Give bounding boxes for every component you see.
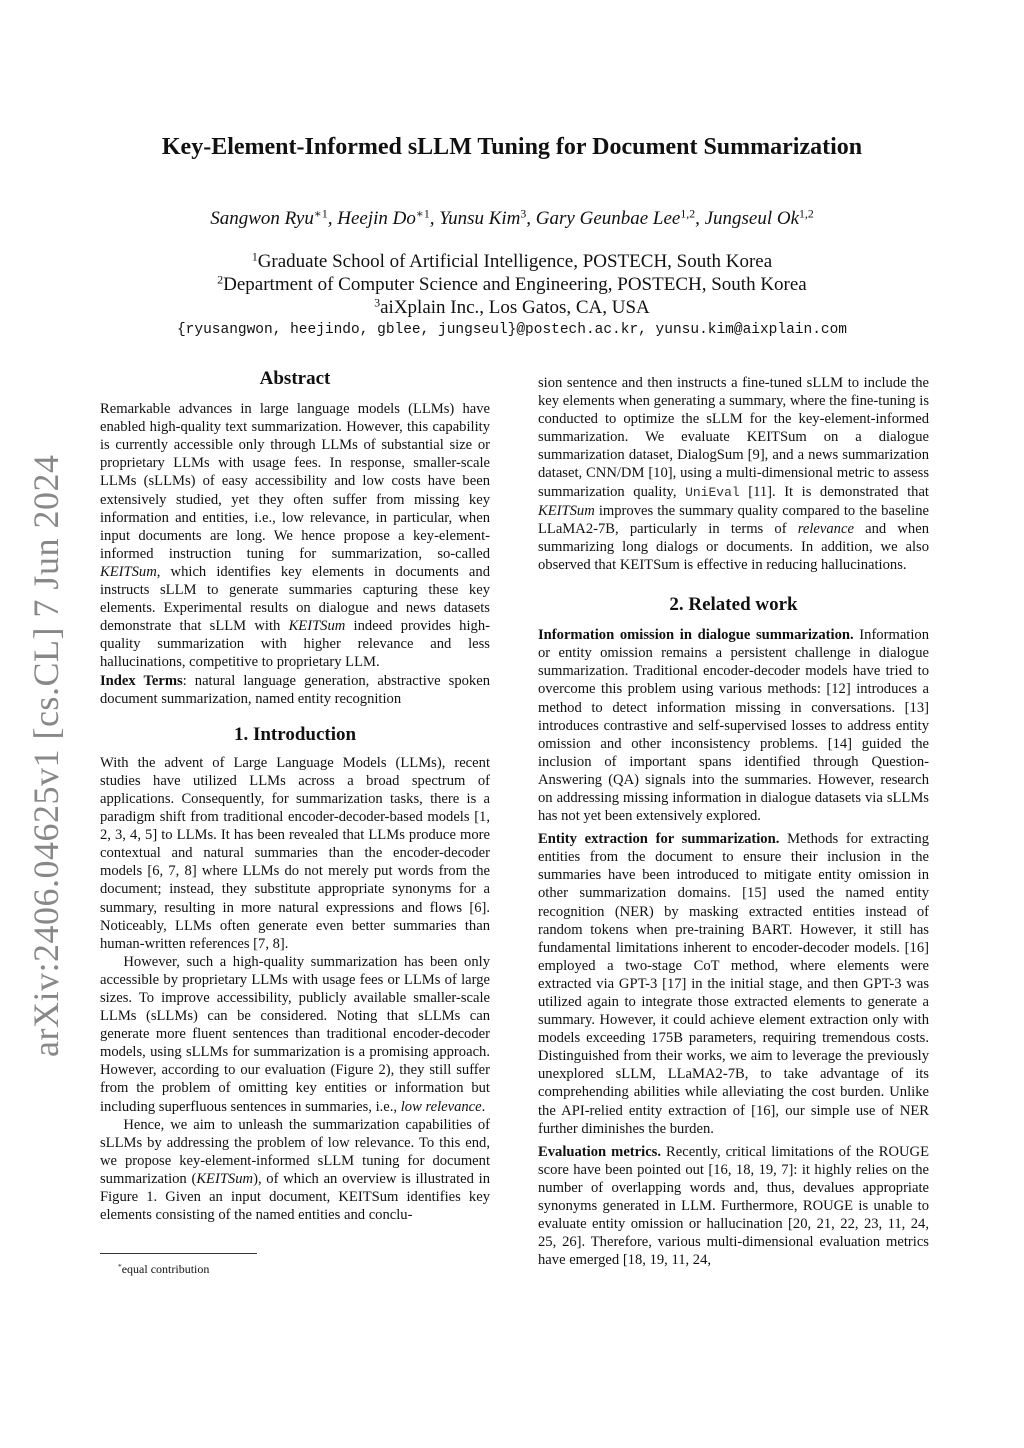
- left-column: [100, 370, 490, 1224]
- emphasis-text: relevance: [797, 520, 854, 537]
- introduction-heading: 1. Introduction: [233, 723, 357, 745]
- abstract-paragraph: [100, 400, 490, 671]
- arxiv-identifier-stamp: arXiv:2406.04625v1 [cs.CL] 7 Jun 2024: [26, 454, 66, 1058]
- author-name: Gary Geunbae Lee: [535, 208, 681, 229]
- method-name: KEITSum: [538, 502, 595, 519]
- author-affil-mark: ∗1: [415, 207, 430, 221]
- affiliation-line: [100, 273, 924, 296]
- author-name: Heejin Do: [337, 208, 416, 229]
- paragraph-text: ), of which an overview is illustrated in Figure 1. Given an input document, KEITSum identifies key elements consisting of the named entities and conclu-: [100, 1170, 490, 1224]
- method-name: KEITSum: [100, 563, 157, 580]
- abstract-text: indeed provides high-quality summarization with higher relevance and less hallucinations, competitive to proprietary LLM.: [100, 618, 490, 671]
- author-emails: {ryusangwon, heejindo, gblee, jungseul}@postech.ac.kr, yunsu.kim@aixplain.com: [176, 322, 847, 338]
- affiliation-mark: 2: [217, 273, 224, 287]
- affiliation-list: [100, 250, 924, 319]
- paragraph-text: and when summarizing long dialogs or documents. In addition, we also observed that KEITSum is effective in reducing hallucinations.: [538, 520, 929, 573]
- footnote: [118, 1262, 209, 1277]
- related-paragraph-info-omission: [538, 626, 929, 825]
- affiliation-text: Graduate School of Artificial Intelligence, POSTECH, South Korea: [257, 251, 773, 272]
- affiliation-text: aiXplain Inc., Los Gatos, CA, USA: [380, 297, 650, 318]
- intro-paragraph-1: With the advent of Large Language Models (LLMs), recent studies have utilized LLMs across a broad spectrum of applications. Consequently, for summarization tasks, there is a paradigm shift from traditional encoder-decoder-based models [1, 2, 3, 4, 5] to LLMs. It has been revealed that LLMs produce more contextual and natural summaries than the encoder-decoder models [6, 7, 8] where LLMs do not merely put words from the document; instead, they substitute appropriate synonyms for a summary, resulting in more natural expressions and flows [6]. Noticeably, LLMs often generate even better summaries than human-written references [7, 8].: [100, 754, 490, 952]
- related-paragraph-entity-extraction: [538, 830, 929, 1138]
- index-terms-label: Index Terms: [100, 672, 183, 689]
- paragraph-text: [11]. It is demonstrated that: [739, 483, 929, 500]
- related-work-heading: 2. Related work: [669, 594, 798, 616]
- method-name: KEITSum: [288, 618, 346, 635]
- author-name: Jungseul Ok: [704, 208, 800, 229]
- footnote-mark: *: [118, 1261, 122, 1271]
- metric-name: UniEval: [685, 484, 740, 500]
- author-affil-mark: ∗1: [313, 207, 328, 221]
- affiliation-line: [100, 296, 924, 319]
- paragraph-text: Recently, critical limitations of the ROUGE score have been pointed out [16, 18, 19, 7]: it highly relies on the number of overlapping words and, thus, devalues appropriate synonyms generated in LLM. Furthermore, ROUGE is unable to evaluate entity omission or hallucination [20, 21, 22, 23, 11, 24, 25, 26]. Therefore, various multi-dimensional evaluation metrics have emerged [18, 19, 11, 24,: [538, 1143, 929, 1269]
- affiliation-text: Department of Computer Science and Engineering, POSTECH, South Korea: [223, 274, 807, 295]
- subsection-title: Evaluation metrics.: [538, 1143, 661, 1160]
- index-terms: [100, 672, 490, 708]
- affiliation-mark: 1: [251, 250, 258, 264]
- author-list: Sangwon Ryu$^{∗1}$, Heejin $Do^{∗1}$, Yunsu Kim$^3$, Gary Geunbae Lee$^{1,2}$, Jungseul Ok$^{1,2}$: [210, 207, 814, 229]
- footnote-text: equal contribution: [121, 1262, 210, 1276]
- affiliation-mark: 3: [374, 296, 381, 310]
- affiliation-line: [100, 250, 924, 273]
- paragraph-text: Methods for extracting entities from the document to ensure their inclusion in the summaries have been introduced to mitigate entity omission in other summarization domains. [15] used the named entity recognition (NER) by masking extracted entities instead of random tokens when pre-training BART. However, it still has fundamental limitations inherent to encoder-decoder models. [16] employed a two-stage CoT method, where elements were extracted via GPT-3 [17] in the initial stage, and then GPT-3 was utilized again to integrate those extracted elements to generate a summary. However, it could achieve element extraction only with models exceeding 175B parameters, requiring tremendous costs. Distinguished from their works, we aim to leverage the previously unexplored sLLM, LLaMA2-7B, to take advantage of its comprehending abilities while alleviating the cost burden. Unlike the API-relied entity extraction of [16], our simple use of NER further diminishes the burden.: [538, 831, 929, 1137]
- intro-paragraph-3: [100, 1116, 490, 1225]
- index-terms-text: : natural language generation, abstractive spoken document summarization, named entity recognition: [100, 672, 490, 707]
- method-name: KEITSum: [196, 1170, 254, 1187]
- author-affil-mark: 1,2: [799, 207, 814, 221]
- intro-paragraph-2: [100, 953, 490, 1116]
- abstract-text: Remarkable advances in large language models (LLMs) have enabled high-quality text summarization. However, this capability is currently accessible only through LLMs of substantial size or proprietary LLMs with usage fees. In response, smaller-scale LLMs (sLLMs) of easy accessibility and low costs have been extensively studied, yet they often suffer from missing key information and entities, i.e., low relevance, in particular, when input documents are long. We hence propose a key-element-informed instruction tuning for summarization, so-called: [100, 401, 490, 562]
- author-affil-mark: 1,2: [680, 207, 696, 221]
- footnote-rule: [100, 1253, 257, 1254]
- paragraph-text: improves the summary quality compared to the baseline LLaMA2-7B, particularly in terms of: [538, 502, 929, 537]
- author-name: Sangwon Ryu: [210, 208, 314, 229]
- paragraph-text: sion sentence and then instructs a fine-tuned sLLM to include the key elements when generating a summary, where the fine-tuning is conducted to optimize the sLLM for the key-element-informed summarization. We evaluate KEITSum on a dialogue summarization dataset, DialogSum [9], and a news summarization dataset, CNN/DM [10], using a multi-dimensional metric to assess summarization quality,: [538, 375, 929, 500]
- subsection-title: Entity extraction for summarization.: [538, 831, 780, 848]
- paragraph-text: However, such a high-quality summarization has been only accessible by proprietary LLMs with usage fees or LLMs of large sizes. To improve accessibility, publicly available smaller-scale LLMs (sLLMs) can be considered. Noting that sLLMs can generate more fluent sentences than traditional encoder-decoder models, using sLLMs for summarization is a promising approach. However, according to our evaluation (Figure 2), they still suffer from the problem of omitting key entities or information but including superfluous sentences in summaries, i.e.,: [100, 953, 490, 1115]
- right-column: [538, 374, 929, 1274]
- abstract-text: , which identifies key elements in documents and instructs sLLM to generate summaries capturing these key elements. Experimental results on dialogue and news datasets demonstrate that sLLM with: [100, 563, 490, 635]
- paragraph-text: Information or entity omission remains a persistent challenge in dialogue summarization. Traditional encoder-decoder models have tried to overcome this problem using various methods: [12] introduces a method to detect information missing in conversations. [13] introduces contrastive and self-supervised losses to address entity omission and other inconsistency problems. [14] guided the inclusion of important spans identified through Question-Answering (QA) signals into the summaries. However, research on addressing missing information in dialogue datasets via sLLMs has not yet been extensively explored.: [538, 627, 929, 825]
- abstract-heading: Abstract: [259, 368, 331, 389]
- related-paragraph-evaluation-metrics: [538, 1143, 929, 1270]
- paragraph-text: .: [481, 1098, 486, 1115]
- author-affil-mark: 3: [520, 207, 527, 221]
- intro-continuation: [538, 374, 929, 574]
- author-name: Yunsu Kim: [439, 208, 521, 229]
- paper-title: Key-Element-Informed sLLM Tuning for Document Summarization: [161, 134, 863, 160]
- paragraph-text: Hence, we aim to unleash the summarization capabilities of sLLMs by addressing the problem of low relevance. To this end, we propose key-element-informed sLLM tuning for document summarization (: [100, 1116, 490, 1187]
- subsection-title: Information omission in dialogue summarization.: [538, 627, 854, 644]
- emphasis-text: low relevance: [400, 1098, 482, 1115]
